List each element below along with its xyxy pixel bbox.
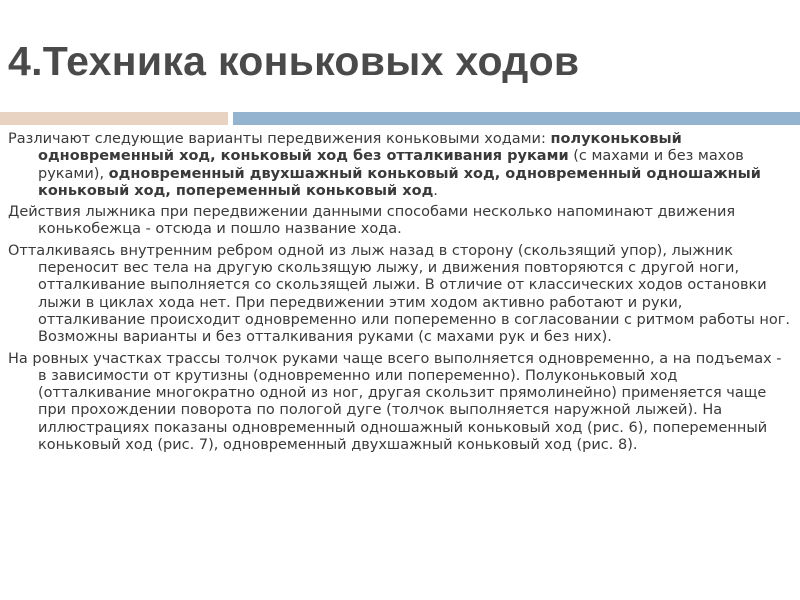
- title-divider-left: [0, 112, 228, 125]
- bold-variants-2: одновременный двухшажный коньковый ход, одновременный одношажный коньковый ход, попеременный коньковый ход: [38, 165, 761, 199]
- paragraph-end: .: [433, 182, 438, 199]
- title-divider-right: [233, 112, 800, 125]
- paragraph-ski-skating-variants: [8, 131, 792, 200]
- paragraph-terrain-and-figures: На ровных участках трассы толчок руками чаще всего выполняется одновременно, а на подъемах - в зависимости от крутизны (одновременно или попеременно). Полуконьковый ход (отталкивание многократно одной из ног, другая скользит прямолинейно) применяется чаще при прохождении поворота по пологой дуге (толчок выполняется наружной лыжей). На иллюстрациях показаны одновременный одношажный коньковый ход (рис. 6), попеременный коньковый ход (рис. 7), одновременный двухшажный коньковый ход (рис. 8).: [8, 350, 782, 454]
- paragraph-intro: Различают следующие варианты передвижения коньковыми ходами:: [8, 131, 551, 147]
- bold-variants-1: полуконьковый одновременный ход, коньковый ход без отталкивания руками: [38, 131, 682, 165]
- slide-body: [8, 131, 792, 458]
- paragraph-aside: (с махами и без махов руками),: [38, 148, 744, 182]
- slide-title: 4.Техника коньковых ходов: [8, 38, 580, 84]
- paragraph-push-technique: Отталкиваясь внутренним ребром одной из лыж назад в сторону (скользящий упор), лыжник переносит вес тела на другую скользящую лыжу, и движения повторяются с другой ноги, отталкивание выполняется со скользящей лыжи. В отличие от классических ходов остановки лыжи в циклах хода нет. При передвижении этим ходом активно работают и руки, отталкивание происходит одновременно или попеременно в согласовании с ритмом работы ног. Возможны варианты и без отталкивания руками (с махами рук и без них).: [8, 242, 790, 346]
- paragraph-skater-analogy: Действия лыжника при передвижении данными способами несколько напоминают движения конькобежца - отсюда и пошло название хода.: [8, 204, 736, 238]
